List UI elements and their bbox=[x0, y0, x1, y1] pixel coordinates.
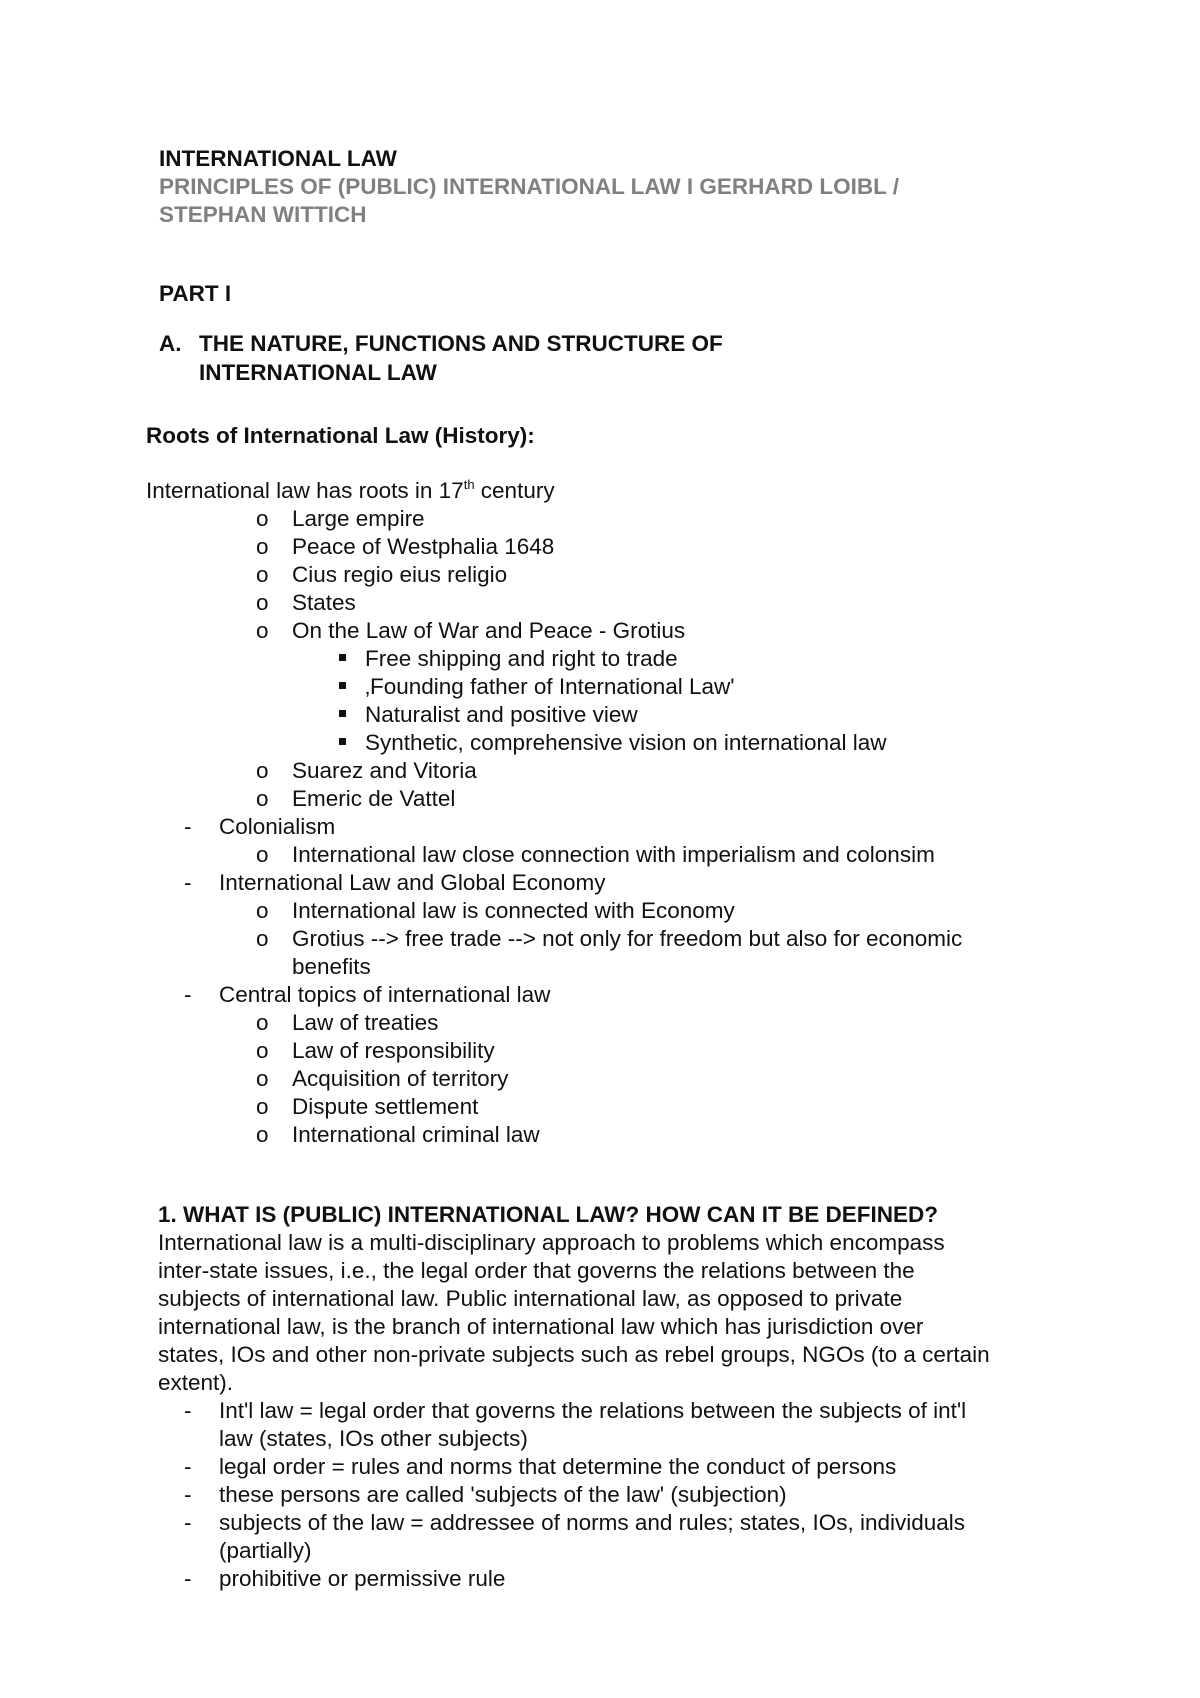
section-1-heading: 1. WHAT IS (PUBLIC) INTERNATIONAL LAW? HOW CAN IT BE DEFINED? bbox=[158, 1202, 938, 1227]
dash-item-colonialism: Colonialism bbox=[219, 814, 336, 839]
list-marker-circle: o bbox=[256, 786, 269, 811]
paragraph-line: international law, is the branch of international law which has jurisdiction over bbox=[158, 1314, 924, 1339]
square-bullet-icon bbox=[339, 654, 346, 661]
roots-heading: Roots of International Law (History): bbox=[146, 423, 535, 448]
list-item: Suarez and Vitoria bbox=[292, 758, 477, 783]
list-marker-circle: o bbox=[256, 758, 269, 783]
sub-list-item: Synthetic, comprehensive vision on international law bbox=[365, 730, 887, 755]
section-a-title-line-2: INTERNATIONAL LAW bbox=[199, 360, 437, 385]
roots-intro: International law has roots in 17th century bbox=[146, 477, 555, 503]
document-title: INTERNATIONAL LAW bbox=[159, 146, 397, 171]
square-bullet-icon bbox=[339, 710, 346, 717]
list-item: Large empire bbox=[292, 506, 425, 531]
sub-list-item: ‚Founding father of International Law' bbox=[365, 674, 735, 699]
list-marker-circle: o bbox=[256, 1066, 269, 1091]
paragraph-line: subjects of international law. Public international law, as opposed to private bbox=[158, 1286, 903, 1311]
definition-item: these persons are called 'subjects of the law' (subjection) bbox=[219, 1482, 787, 1507]
list-item: Dispute settlement bbox=[292, 1094, 479, 1119]
definition-item: subjects of the law = addressee of norms and rules; states, IOs, individuals bbox=[219, 1510, 966, 1535]
dash-item-global-economy: International Law and Global Economy bbox=[219, 870, 606, 895]
list-marker-dash: - bbox=[184, 1510, 192, 1535]
list-marker-dash: - bbox=[184, 1398, 192, 1423]
definition-item: Int'l law = legal order that governs the relations between the subjects of int'l bbox=[219, 1398, 967, 1423]
list-marker-dash: - bbox=[184, 1482, 192, 1507]
list-item: Grotius --> free trade --> not only for freedom but also for economic bbox=[292, 926, 963, 951]
list-item: On the Law of War and Peace - Grotius bbox=[292, 618, 686, 643]
sub-list-item: Free shipping and right to trade bbox=[365, 646, 678, 671]
list-marker-circle: o bbox=[256, 842, 269, 867]
list-marker-circle: o bbox=[256, 1122, 269, 1147]
paragraph-line: International law is a multi-disciplinary approach to problems which encompass bbox=[158, 1230, 945, 1255]
list-item-continuation: benefits bbox=[292, 954, 371, 979]
document-subtitle-line-2: STEPHAN WITTICH bbox=[159, 202, 367, 227]
list-marker-circle: o bbox=[256, 562, 269, 587]
list-marker-circle: o bbox=[256, 1094, 269, 1119]
list-item: International law is connected with Economy bbox=[292, 898, 735, 923]
list-marker-dash: - bbox=[184, 982, 192, 1007]
list-item: International criminal law bbox=[292, 1122, 540, 1147]
definition-item-continuation: (partially) bbox=[219, 1538, 312, 1563]
sub-list-item: Naturalist and positive view bbox=[365, 702, 638, 727]
list-marker-dash: - bbox=[184, 1566, 192, 1591]
list-marker-circle: o bbox=[256, 618, 269, 643]
list-item: Peace of Westphalia 1648 bbox=[292, 534, 555, 559]
square-bullet-icon bbox=[339, 682, 346, 689]
part-heading: PART I bbox=[159, 281, 232, 306]
list-marker-dash: - bbox=[184, 870, 192, 895]
document-subtitle-line-1: PRINCIPLES OF (PUBLIC) INTERNATIONAL LAW I GERHARD LOIBL / bbox=[159, 174, 899, 199]
section-a-label: A. bbox=[159, 331, 182, 356]
list-item: Acquisition of territory bbox=[292, 1066, 509, 1091]
list-marker-circle: o bbox=[256, 926, 269, 951]
paragraph-line: inter-state issues, i.e., the legal order that governs the relations between the bbox=[158, 1258, 915, 1283]
paragraph-line: states, IOs and other non-private subjects such as rebel groups, NGOs (to a certain bbox=[158, 1342, 990, 1367]
list-item: Law of responsibility bbox=[292, 1038, 495, 1063]
list-marker-circle: o bbox=[256, 506, 269, 531]
list-marker-dash: - bbox=[184, 1454, 192, 1479]
list-marker-dash: - bbox=[184, 814, 192, 839]
list-item: States bbox=[292, 590, 356, 615]
list-marker-circle: o bbox=[256, 1010, 269, 1035]
list-marker-circle: o bbox=[256, 590, 269, 615]
dash-item-central-topics: Central topics of international law bbox=[219, 982, 551, 1007]
definition-item-continuation: law (states, IOs other subjects) bbox=[219, 1426, 528, 1451]
list-item: Cius regio eius religio bbox=[292, 562, 508, 587]
list-marker-circle: o bbox=[256, 534, 269, 559]
list-item: International law close connection with imperialism and colonsim bbox=[292, 842, 935, 867]
list-marker-circle: o bbox=[256, 1038, 269, 1063]
list-item: Law of treaties bbox=[292, 1010, 439, 1035]
definition-item: legal order = rules and norms that determine the conduct of persons bbox=[219, 1454, 897, 1479]
section-a-title-line-1: THE NATURE, FUNCTIONS AND STRUCTURE OF bbox=[199, 331, 723, 356]
definition-item: prohibitive or permissive rule bbox=[219, 1566, 506, 1591]
paragraph-line: extent). bbox=[158, 1370, 234, 1395]
square-bullet-icon bbox=[339, 738, 346, 745]
list-item: Emeric de Vattel bbox=[292, 786, 456, 811]
list-marker-circle: o bbox=[256, 898, 269, 923]
